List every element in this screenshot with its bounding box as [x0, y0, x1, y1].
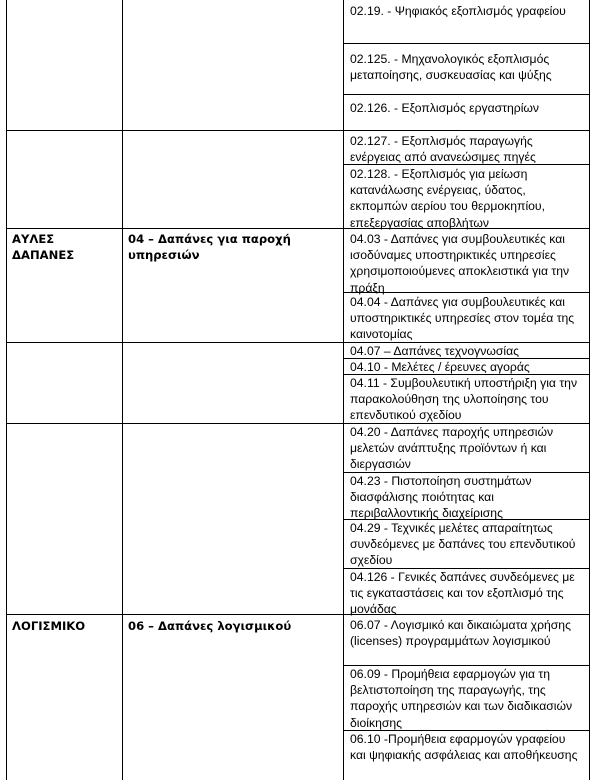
expense-item: 02.125. - Μηχανολογικός εξοπλισμός μεταποίησης, συσκευασίας και ψύξης — [350, 52, 552, 83]
table-border-left — [6, 0, 7, 780]
item-divider — [343, 43, 590, 44]
row-divider — [6, 130, 590, 131]
expense-item: 02.126. - Εξοπλισμός εργαστηρίων — [350, 101, 540, 115]
category-label: ΑΥΛΕΣ ΔΑΠΑΝΕΣ — [12, 232, 75, 262]
category-label: ΛΟΓΙΣΜΙΚΟ — [12, 619, 86, 633]
expense-item: 06.09 - Προμήθεια εφαρμογών για τη βελτιστοποίηση της παραγωγής, της παροχής υπηρεσιών και των διαδικασιών διοίκησης — [350, 667, 573, 730]
expense-item: 04.07 – Δαπάνες τεχνογνωσίας — [350, 344, 519, 358]
expense-item: 04.126 - Γενικές δαπάνες συνδεόμενες με τις εγκαταστάσεις και τον εξοπλισμό της μονάδας — [350, 570, 575, 617]
expense-item: 04.03 - Δαπάνες για συμβουλευτικές και ισοδύναμες υποστηρικτικές υπηρεσίες χρησιμοποιούμενες αποκλειστικά για την πράξη — [350, 232, 570, 295]
expense-table — [6, 0, 590, 780]
expense-item: 02.19. - Ψηφιακός εξοπλισμός γραφείου — [350, 4, 566, 18]
expense-item: 04.23 - Πιστοποίηση συστημάτων διασφάλισης ποιότητας και περιβαλλοντικής διαχείρισης — [350, 474, 532, 521]
table-border-right — [589, 0, 590, 780]
item-divider — [343, 94, 590, 95]
expense-item: 04.04 - Δαπάνες για συμβουλευτικές και υποστηρικτικές υπηρεσίες στον τομέα της καινοτομίας — [350, 295, 575, 342]
expense-item: 06.10 -Προμήθεια εφαρμογών γραφείου και ψηφιακής ασφάλειας και αποθήκευσης — [350, 732, 578, 763]
expense-item: 04.11 - Συμβουλευτική υποστήριξη για την παρακολούθηση της υλοποίησης του επενδυτικού σχεδίου — [350, 376, 578, 423]
expense-item: 06.07 - Λογισμικό και δικαιώματα χρήσης (licenses) προγραμμάτων λογισμικού — [350, 618, 571, 649]
expense-item: 02.128. - Εξοπλισμός για μείωση κατανάλωσης ενέργειας, ύδατος, εκπομπών αερίου του θερμοκηπίου, επεξεργασίας αποβλήτων — [350, 167, 545, 230]
expense-item: 04.29 - Τεχνικές μελέτες απαραίτητως συνδεόμενες με δαπάνες του επενδυτικού σχεδίου — [350, 521, 576, 568]
expense-item: 04.10 - Μελέτες / έρευνες αγοράς — [350, 360, 530, 374]
column-divider — [122, 0, 123, 780]
expense-item: 02.127. - Εξοπλισμός παραγωγής ενέργειας από ανανεώσιμες πηγές — [350, 134, 536, 165]
group-label: 04 – Δαπάνες για παροχή υπηρεσιών — [128, 232, 291, 262]
group-label: 06 – Δαπάνες λογισμικού — [128, 619, 292, 633]
column-divider — [343, 0, 344, 780]
expense-item: 04.20 - Δαπάνες παροχής υπηρεσιών μελετών ανάπτυξης προϊόντων ή και διεργασιών — [350, 425, 554, 472]
